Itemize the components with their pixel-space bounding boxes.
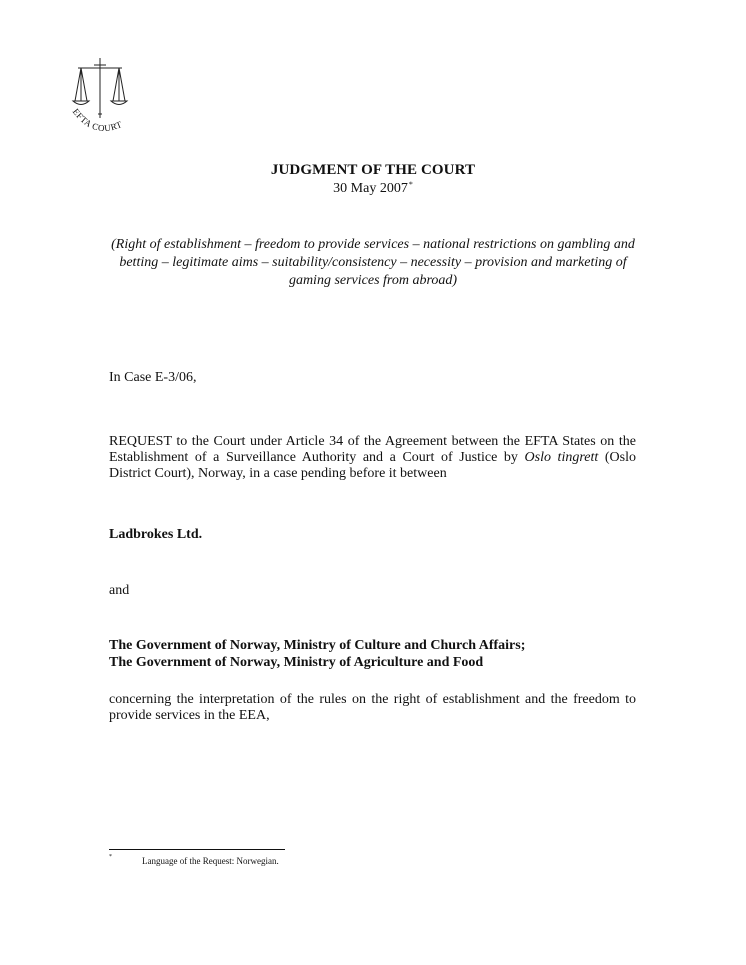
- request-text-2: (Oslo District Court), Norway, in a case pending before it between: [109, 450, 636, 481]
- logo-text: EFTA COURT: [70, 106, 124, 134]
- judgment-date: [0, 180, 746, 197]
- request-paragraph: [109, 434, 636, 482]
- request-text-1: REQUEST to the Court under Article 34 of the Agreement between the EFTA States on the Establishment of a Surveillance Authority and a Court of Justice by: [109, 434, 636, 465]
- case-keywords: (Right of establishment – freedom to provide services – national restrictions on gambling and betting – legitimate aims – suitability/consistency – necessity – provision and marketing of gaming services from abroad): [111, 237, 635, 288]
- party-defendant-1: The Government of Norway, Ministry of Culture and Church Affairs;: [109, 638, 526, 653]
- footnote-divider: [109, 849, 285, 850]
- referring-court-name: Oslo tingrett: [524, 450, 599, 465]
- date-footnote-marker: *: [408, 180, 413, 189]
- party-applicant: Ladbrokes Ltd.: [109, 527, 203, 542]
- party-defendant-2: The Government of Norway, Ministry of Agriculture and Food: [109, 655, 484, 670]
- conjunction-and: and: [109, 583, 130, 598]
- footnote-marker: *: [109, 854, 112, 860]
- scales-of-justice-icon: [64, 56, 148, 148]
- footnote-text: Language of the Request: Norwegian.: [142, 856, 279, 866]
- concerning-paragraph: concerning the interpretation of the rules on the right of establishment and the freedom to provide services in the EEA,: [109, 692, 636, 723]
- judgment-date-text: 30 May 2007: [333, 181, 408, 196]
- page-title: JUDGMENT OF THE COURT: [270, 162, 476, 178]
- svg-text:EFTA COURT: [71, 107, 124, 134]
- case-number: In Case E-3/06,: [109, 370, 197, 385]
- efta-court-logo: [64, 56, 148, 148]
